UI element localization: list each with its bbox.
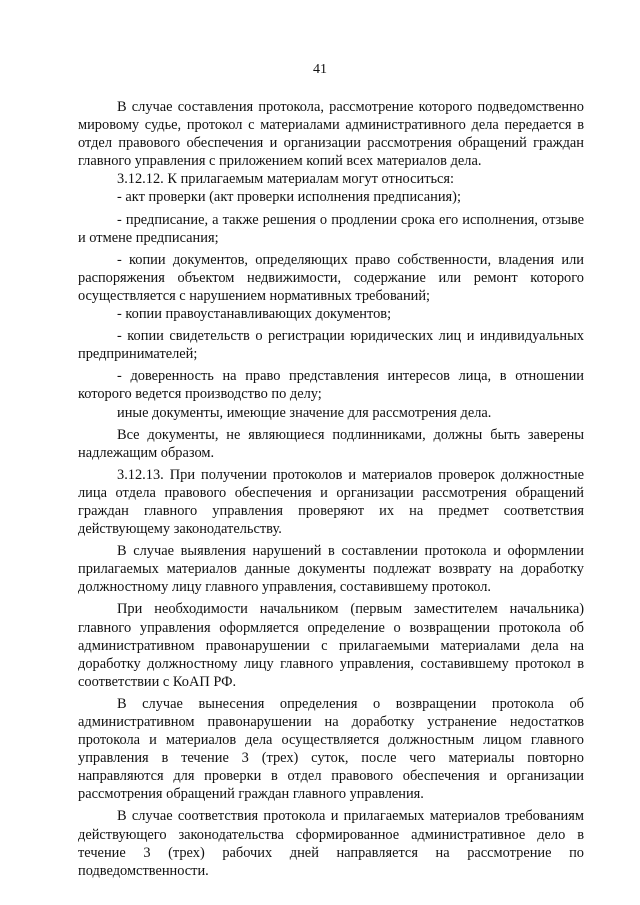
- paragraph-return-order: При необходимости начальником (первым заместителем начальника) главного управления оформляется определение о возвращении протокола об административном правонарушении с прилагаемыми материалами дела на доработку должностному лицу главного управления, составившему протокол в соответствии с КоАП РФ.: [78, 601, 584, 690]
- list-item-title-documents: - копии правоустанавливающих документов;: [117, 306, 392, 323]
- paragraph-rework-deadline: В случае вынесения определения о возвращении протокола об административном правонарушении на доработку устранение недостатков протокола и материалов дела осуществляется должностным лицом главного управления в течение 3 (трех) суток, после чего материалы повторно направляются для проверки в отдел правового обеспечения и организации рассмотрения обращений граждан главного управления.: [78, 695, 584, 803]
- paragraph-3-12-12-heading: 3.12.12. К прилагаемым материалам могут относиться:: [117, 171, 455, 188]
- list-item-power-of-attorney: - доверенность на право представления интересов лица, в отношении которого ведется производство по делу;: [78, 368, 584, 403]
- list-item-inspection-act: - акт проверки (акт проверки исполнения предписания);: [117, 189, 461, 206]
- paragraph-violations-return: В случае выявления нарушений в составлении протокола и оформлении прилагаемых материалов данные документы подлежат возврату на доработку должностному лицу главного управления, составившему протокол.: [78, 543, 584, 596]
- list-item-ownership-documents: - копии документов, определяющих право собственности, владения или распоряжения объектом недвижимости, содержание или ремонт которого осуществляется с нарушением нормативных требований;: [78, 251, 584, 304]
- list-item-order: - предписание, а также решения о продлении срока его исполнения, отзыве и отмене предписания;: [78, 211, 584, 246]
- list-item-other-documents: иные документы, имеющие значение для рассмотрения дела.: [117, 404, 492, 421]
- page-number: 41: [313, 62, 327, 77]
- paragraph-3-12-13: 3.12.13. При получении протоколов и материалов проверок должностные лица отдела правового обеспечения и организации рассмотрения обращений граждан главного управления проверяют их на предмет соответствия действующему законодательству.: [78, 466, 584, 538]
- page-body: [78, 98, 584, 880]
- paragraph-protocol-magistrate: В случае составления протокола, рассмотрение которого подведомственно мировому судье, протокол с материалами административного дела передается в отдел правового обеспечения и организации рассмотрения обращений граждан главного управления с приложением копий всех материалов дела.: [78, 99, 584, 170]
- list-item-registration-certificates: - копии свидетельств о регистрации юридических лиц и индивидуальных предпринимателей;: [78, 328, 584, 363]
- paragraph-forwarding: В случае соответствия протокола и прилагаемых материалов требованиям действующего законодательства сформированное административное дело в течение 3 (трех) рабочих дней направляется на рассмотрение по подведомственности.: [78, 808, 584, 879]
- paragraph-certification: Все документы, не являющиеся подлинниками, должны быть заверены надлежащим образом.: [78, 426, 584, 461]
